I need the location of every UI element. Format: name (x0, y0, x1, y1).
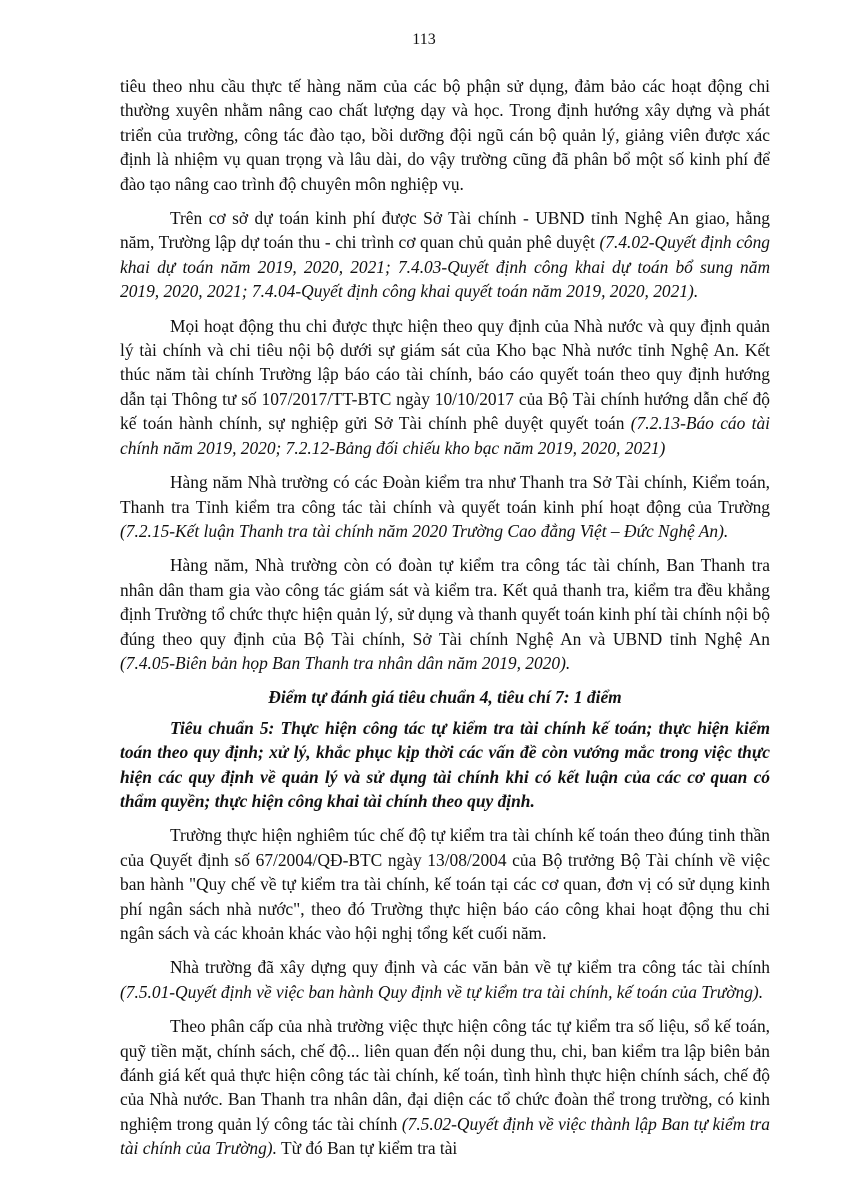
paragraph-3 (120, 314, 770, 460)
paragraph-5-citation: (7.4.05-Biên bản họp Ban Thanh tra nhân dân năm 2019, 2020). (120, 652, 571, 673)
paragraph-8-tail: Từ đó Ban tự kiểm tra tài (276, 1138, 458, 1159)
paragraph-4-text: Hàng năm Nhà trường có các Đoàn kiểm tra như Thanh tra Sở Tài chính, Kiểm toán, Thanh tra Tỉnh kiểm tra công tác tài chính và quyết toán kinh phí hoạt động của Trường (120, 472, 770, 517)
paragraph-3-text: Mọi hoạt động thu chi được thực hiện theo quy định của Nhà nước và quy định quản lý tài chính và chi tiêu nội bộ dưới sự giám sát của Kho bạc Nhà nước tỉnh Nghệ An. Kết thúc năm tài chính Trường lập báo cáo tài chính, báo cáo quyết toán theo quy định hướng dẫn tại Thông tư số 107/2017/TT-BTC ngày 10/10/2017 của Bộ Tài chính hướng dẫn chế độ kế toán hành chính, sự nghiệp gửi Sở Tài chính phê duyệt quyết toán (120, 315, 770, 434)
paragraph-2-citation: (7.4.02-Quyết định công khai dự toán năm 2019, 2020, 2021; 7.4.03-Quyết định công khai dự toán bổ sung năm 2019, 2020, 2021; 7.4.04-Quyết định công khai quyết toán năm 2019, 2020, 2021). (120, 232, 770, 302)
paragraph-8 (120, 1014, 770, 1160)
paragraph-2 (120, 206, 770, 304)
paragraph-2-text: Trên cơ sở dự toán kinh phí được Sở Tài chính - UBND tỉnh Nghệ An giao, hằng năm, Trường lập dự toán thu - chi trình cơ quan chủ quản phê duyệt (120, 208, 770, 253)
paragraph-6: Trường thực hiện nghiêm túc chế độ tự kiểm tra tài chính kế toán theo đúng tinh thần của Quyết định số 67/2004/QĐ-BTC ngày 13/08/2004 của Bộ trưởng Bộ Tài chính về việc ban hành "Quy chế về tự kiểm tra tài chính, kế toán tại các cơ quan, đơn vị có sử dụng kinh phí ngân sách nhà nước", theo đó Trường thực hiện báo cáo công khai hoạt động thu chi ngân sách và các khoản khác vào hội nghị tổng kết cuối năm. (120, 825, 770, 943)
paragraph-1: tiêu theo nhu cầu thực tế hàng năm của các bộ phận sử dụng, đảm bảo các hoạt động chi thường xuyên nhằm nâng cao chất lượng dạy và học. Trong định hướng xây dựng và phát triển của trường, công tác đào tạo, bồi dưỡng đội ngũ cán bộ quản lý, giảng viên được xác định là nhiệm vụ quan trọng và lâu dài, do vậy trường cũng đã phân bổ một số kinh phí để đào tạo nâng cao trình độ chuyên môn nghiệp vụ. (120, 76, 770, 194)
self-assessment-score: Điểm tự đánh giá tiêu chuẩn 4, tiêu chí 7: 1 điểm (268, 687, 622, 708)
paragraph-4-citation: (7.2.15-Kết luận Thanh tra tài chính năm 2020 Trường Cao đẳng Việt – Đức Nghệ An). (120, 520, 729, 541)
paragraph-8-text: Theo phân cấp của nhà trường việc thực hiện công tác tự kiểm tra số liệu, sổ kế toán, quỹ tiền mặt, chính sách, chế độ... liên quan đến nội dung thu, chi, ban kiểm tra lập biên bản đánh giá kết quả thực hiện công tác tài chính, kế toán, tình hình thực hiện chính sách, chế độ của Nhà nước. Ban Thanh tra nhân dân, đại diện các tổ chức đoàn thể trong trường, có kinh nghiệm trong quản lý công tác tài chính (120, 1016, 770, 1134)
paragraph-5-text: Hàng năm, Nhà trường còn có đoàn tự kiểm tra công tác tài chính, Ban Thanh tra nhân dân tham gia vào công tác giám sát và kiểm tra. Kết quả thanh tra, kiểm tra đều khẳng định Trường tổ chức thực hiện quản lý, sử dụng và thanh quyết toán kinh phí tài chính nội bộ đúng theo quy định của Bộ Tài chính, Sở Tài chính Nghệ An và UBND tỉnh Nghệ An (120, 555, 770, 649)
page-number: 113 (412, 31, 436, 48)
paragraph-7-text: Nhà trường đã xây dựng quy định và các văn bản về tự kiểm tra công tác tài chính (170, 957, 770, 978)
document-body (120, 74, 770, 1171)
paragraph-8-citation: (7.5.02-Quyết định về việc thành lập Ban tự kiểm tra tài chính của Trường). (120, 1113, 771, 1159)
paragraph-3-citation: (7.2.13-Báo cáo tài chính năm 2019, 2020; 7.2.12-Bảng đối chiếu kho bạc năm 2019, 2020, 2021) (120, 413, 770, 458)
paragraph-7 (120, 955, 770, 1004)
paragraph-7-citation: (7.5.01-Quyết định về việc ban hành Quy định về tự kiểm tra tài chính, kế toán của Trường). (120, 981, 764, 1002)
paragraph-4 (120, 470, 770, 543)
criterion-5-heading: Tiêu chuẩn 5: Thực hiện công tác tự kiểm tra tài chính kế toán; thực hiện kiểm toán theo quy định; xử lý, khắc phục kịp thời các vấn đề còn vướng mắc trong việc thực hiện các quy định về quản lý và sử dụng tài chính khi có kết luận của các cơ quan có thẩm quyền; thực hiện công khai tài chính theo quy định. (120, 717, 770, 811)
paragraph-5 (120, 553, 770, 675)
